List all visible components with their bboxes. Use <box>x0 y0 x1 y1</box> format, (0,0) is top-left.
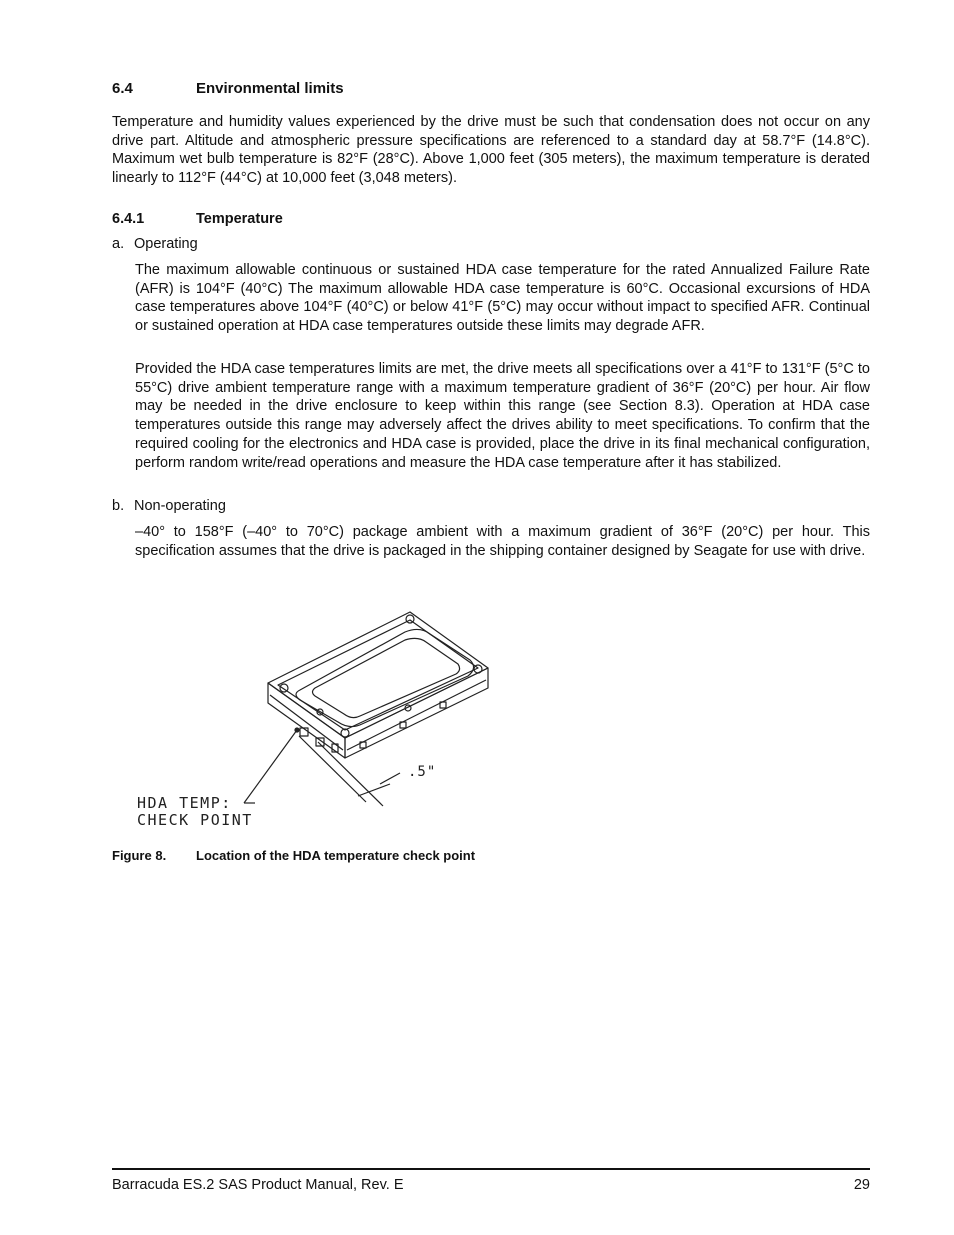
drive-front-face <box>268 683 345 758</box>
page-number: 29 <box>853 1177 870 1193</box>
drive-top-rim <box>278 620 478 730</box>
section-number: 6.4 <box>112 80 133 97</box>
section-heading <box>112 80 344 97</box>
figure-label-line-1: HDA TEMP: <box>137 794 232 812</box>
list-item-title: Operating <box>134 236 198 252</box>
subsection-title: Temperature <box>196 211 283 227</box>
figure-number: Figure 8. <box>112 848 167 863</box>
subsection-number: 6.4.1 <box>112 211 145 227</box>
operating-paragraph-1: The maximum allowable continuous or sustained HDA case temperature for the rated Annualized Failure Rate (AFR) is 104°F (40°C) The maximum allowable HDA case temperature is 60°C. Occasional excursions of HDA case temperatures above 104°F (40°C) or below 41°F (5°C) may occur without impact to specified AFR. Continual or sustained operation at HDA case temperatures outside these limits may degrade AFR. <box>135 262 870 335</box>
list-marker: a. <box>112 236 125 252</box>
list-item-nonoperating <box>112 498 226 514</box>
nonoperating-paragraph: –40° to 158°F (–40° to 70°C) package ambient with a maximum gradient of 36°F (20°C) per hour. This specification assumes that the drive is packaged in the shipping container designed by Seagate for use with drive. <box>135 524 870 559</box>
list-item-title: Non-operating <box>134 498 226 514</box>
figure-label-line-2: CHECK POINT <box>137 811 253 829</box>
subsection-heading <box>112 211 283 227</box>
footer-title: Barracuda ES.2 SAS Product Manual, Rev. E <box>112 1177 404 1193</box>
footer-rule <box>112 1168 870 1170</box>
intro-paragraph: Temperature and humidity values experienced by the drive must be such that condensation does not occur on any drive part. Altitude and atmospheric pressure specifications are referenced to a standard day at 58.7°F (14.8°C). Maximum wet bulb temperature is 82°F (28°C). Above 1,000 feet (305 meters), the maximum temperature is derated linearly to 112°F (44°C) at 10,000 feet (3,048 meters). <box>112 114 870 187</box>
figure-caption <box>112 848 475 863</box>
figure-caption-text: Location of the HDA temperature check point <box>196 848 476 863</box>
list-item-operating <box>112 236 198 252</box>
section-title: Environmental limits <box>196 80 344 97</box>
dimension-label: .5" <box>408 764 437 780</box>
leader-line <box>244 730 297 803</box>
list-marker: b. <box>112 498 125 514</box>
operating-paragraph-2: Provided the HDA case temperatures limits are met, the drive meets all specifications over a 41°F to 131°F (5°C to 55°C) drive ambient temperature range with a maximum temperature gradient of 36°F (20°C) per hour. Air flow may be needed in the drive enclosure to keep within this range (see Section 8.3). Operation at HDA case temperatures outside this range may adversely affect the drives ability to meet specifications. To confirm that the required cooling for the electronics and HDA case is provided, place the drive in its final mechanical configuration, perform random write/read operations and measure the HDA case temperature after it has stabilized. <box>135 361 870 471</box>
dimension-line-2 <box>318 742 383 806</box>
